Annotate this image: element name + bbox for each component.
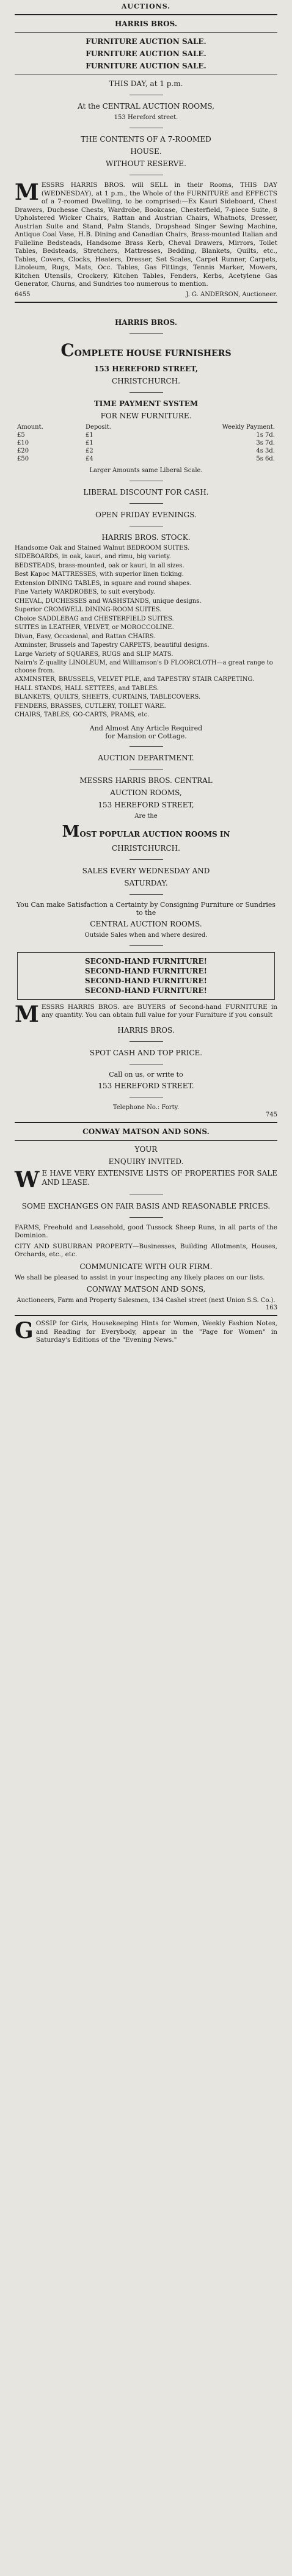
list-item: CHAIRS, TABLES, GO-CARTS, PRAMS, etc. — [15, 711, 150, 718]
divider — [130, 859, 163, 860]
enquiry-line: ENQUIRY INVITED. — [108, 1157, 184, 1166]
list-item: BLANKETS, QUILTS, SHEETS, CURTAINS, TABLECOVERS. — [15, 694, 201, 700]
dept-headline-text: OST POPULAR AUCTION ROOMS IN — [79, 829, 230, 839]
list-item: Axminster, Brussels and Tapestry CARPETS, beautiful designs. — [15, 642, 210, 649]
cell: £4 — [86, 455, 93, 462]
list-item: Nairn's Z-quality LINOLEUM, and Williamson's D FLOORCLOTH—a great range to choose from. — [15, 660, 273, 674]
list-item: Superior CROMWELL DINING-ROOM SUITES. — [15, 606, 162, 613]
divider — [130, 333, 163, 334]
cell: £5 — [17, 431, 25, 438]
gossip-body: OSSIP for Girls, Housekeeping Hints for Women, Weekly Fashion Notes, and Reading for Everybody, appear in the "Page for Women" in Saturday's Editions of the "Evening News." — [35, 1320, 277, 1344]
drop-cap: M — [15, 180, 39, 205]
table-row — [15, 447, 277, 455]
section-header: AUCTIONS. — [121, 2, 171, 10]
second-hand-line: SECOND-HAND FURNITURE! — [85, 976, 207, 985]
telephone: Telephone No.: Forty. — [112, 1104, 180, 1111]
contents-line: HOUSE. — [130, 147, 162, 156]
auctioneer-title: Auctioneer. — [242, 291, 277, 298]
second-hand-line: SECOND-HAND FURNITURE! — [85, 986, 207, 995]
buyers-firm: HARRIS BROS. — [117, 1025, 175, 1035]
cell: £1 — [86, 439, 93, 446]
firm-address: Auctioneers, Farm and Property Salesmen, 134 Cashel street (next Union S.S. Co.). — [16, 1297, 276, 1304]
spacer — [15, 307, 277, 315]
listing-text — [15, 1166, 277, 1193]
venue-address: 153 Hereford street. — [114, 114, 178, 121]
divider — [15, 14, 277, 15]
listing-body: E HAVE VERY EXTENSIVE LISTS OF PROPERTIES FOR SALE AND LEASE. — [42, 1168, 277, 1187]
table-header — [15, 423, 277, 431]
divider — [130, 392, 163, 393]
dept-line: 153 HEREFORD STREET, — [98, 800, 194, 809]
communicate: COMMUNICATE WITH OUR FIRM. — [79, 1262, 213, 1271]
cell: £2 — [86, 447, 93, 454]
gossip-ad — [15, 1320, 277, 1345]
your-line: YOUR — [134, 1144, 158, 1154]
city: CHRISTCHURCH. — [112, 376, 180, 385]
list-item: Large Variety of SQUARES, RUGS and SLIP MATS. — [15, 650, 173, 658]
conway-matson-ad — [15, 1127, 277, 1312]
col-deposit: Deposit. — [86, 423, 111, 431]
list-item: SUITES in LEATHER, VELVET, or MOROCCOLINE. — [15, 624, 174, 631]
divider — [130, 945, 163, 946]
almost-line-2: for Mansion or Cottage. — [105, 732, 187, 740]
list-item: AXMINSTER, BRUSSELS, VELVET PILE, and TAPESTRY STAIR CARPETING. — [15, 676, 255, 683]
sale-line: FURNITURE AUCTION SALE. — [86, 49, 206, 58]
almost-line: And Almost Any Article Required — [89, 724, 203, 732]
table-row — [15, 455, 277, 463]
time-payment: TIME PAYMENT SYSTEM — [93, 399, 199, 408]
harris-furniture-sale-ad — [15, 19, 277, 298]
divider — [130, 746, 163, 747]
list-item: Fine Variety WARDROBES, to suit everybody. — [15, 589, 155, 595]
cash-discount: LIBERAL DISCOUNT FOR CASH. — [83, 487, 209, 497]
headline-text: OMPLETE HOUSE FURNISHERS — [74, 348, 232, 358]
spot-cash: SPOT CASH AND TOP PRICE. — [89, 1048, 203, 1057]
exchanges: SOME EXCHANGES ON FAIR BASIS AND REASONABLE PRICES. — [21, 1201, 271, 1210]
list-item: Best Kapoc MATTRESSES, with superior linen ticking. — [15, 571, 184, 578]
drop-cap: G — [15, 1318, 34, 1344]
sale-line: FURNITURE AUCTION SALE. — [86, 62, 206, 70]
outside-sales: Outside Sales when and where desired. — [84, 931, 208, 939]
cell: £20 — [17, 447, 29, 454]
call-line: Call on us, or write to — [109, 1070, 183, 1079]
sales-line: SALES EVERY WEDNESDAY AND — [82, 866, 210, 875]
auction-dept: AUCTION DEPARTMENT. — [98, 753, 194, 762]
divider — [130, 894, 163, 895]
ad-ref: 6455 — [15, 291, 31, 298]
venue: At the CENTRAL AUCTION ROOMS, — [78, 102, 214, 111]
table-row — [15, 439, 277, 447]
dept-headline — [15, 823, 277, 841]
farms: FARMS, Freehold and Leasehold, good Tussock Sheep Runs, in all parts of the Dominion. — [15, 1223, 277, 1239]
rates-table — [15, 423, 277, 463]
firm-name-2: CONWAY MATSON AND SONS, — [86, 1285, 206, 1293]
cell: 3s 7d. — [256, 439, 275, 446]
dept-line: Are the — [134, 812, 158, 820]
sale-line: FURNITURE AUCTION SALE. — [86, 37, 206, 46]
auction-column — [15, 0, 277, 1345]
firm-name: HARRIS BROS. — [114, 318, 178, 327]
ad-ref: 745 — [265, 1111, 277, 1118]
second-hand-line: SECOND-HAND FURNITURE! — [85, 966, 207, 975]
list-item: BEDSTEADS, brass-mounted, oak or kauri, in all sizes. — [15, 562, 184, 569]
dept-line: MESSRS HARRIS BROS. CENTRAL — [79, 776, 213, 785]
divider — [15, 32, 277, 33]
table-row — [15, 431, 277, 439]
firm-name: HARRIS BROS. — [114, 20, 178, 28]
central-rooms: CENTRAL AUCTION ROOMS. — [90, 919, 202, 928]
friday-evenings: OPEN FRIDAY EVENINGS. — [95, 510, 197, 519]
list-item: Divan, Easy, Occasional, and Rattan CHAIRS. — [15, 633, 156, 640]
divider — [130, 769, 163, 770]
divider — [130, 503, 163, 504]
cell: £1 — [86, 431, 93, 438]
signature-line — [15, 291, 277, 298]
dept-line: CHRISTCHURCH. — [112, 843, 180, 853]
dept-line: AUCTION ROOMS, — [110, 788, 182, 797]
divider — [130, 1041, 163, 1042]
firm-name: CONWAY MATSON AND SONS. — [82, 1127, 210, 1136]
headline — [15, 340, 277, 360]
drop-cap: M — [15, 1001, 39, 1027]
larger-amounts: Larger Amounts same Liberal Scale. — [89, 467, 203, 474]
auctioneer-name: J. G. ANDERSON, — [186, 291, 241, 298]
sale-body — [15, 181, 277, 289]
cell: £50 — [17, 455, 29, 462]
second-hand-box — [17, 952, 275, 1000]
list-item: Extension DINING TABLES, in square and round shapes. — [15, 580, 192, 587]
address: 153 HEREFORD STREET, — [93, 364, 198, 373]
list-item: FENDERS, BRASSES, CUTLERY, TOILET WARE. — [15, 702, 166, 710]
time-payment-sub: FOR NEW FURNITURE. — [100, 411, 192, 420]
assist: We shall be pleased to assist in your inspecting any likely places on our lists. — [15, 1273, 265, 1281]
sale-body-text: ESSRS HARRIS BROS. will SELL in their Rooms, THIS DAY (WEDNESDAY), at 1 p.m., the Whole of the FURNITURE and EFFECTS of a 7-roomed Dwelling, to be comprised:—Ex Kauri Sideboard, Chest Drawers, Duchesse Chests, Wardrobe, Bookcase, Chesterfield, 7-piece Suite, 8 Upholstered Wicker Chairs, Rattan and Austrian Chairs, Whatnots, Dresser, Austrian Suite and Stand, Palm Stands, Dropshead Singer Sewing Machine, Antique Coal Vase, H.B. Dining and Canadian Chairs, Brass-mounted Italian and Fulleline Bedsteads, Handsome Brass Kerb, Cheval Drawers, Mirrors, Toilet Tables, Bedsteads, Stretchers, Mattresses, Bedding, Blankets, Quilts, etc., Tables, Covers, Clocks, Heaters, Dresser, Set Scales, Carpet Runner, Carpets, Linoleum, Rugs, Mats, Occ. Tables, Gas Fittings, Tennis Marker, Mowers, Kitchen Utensils, Crockery, Kitchen Tables, Fenders, Kerbs, Acetylene Gas Generator, Churns, and Sundries too numerous to mention. — [15, 181, 277, 288]
list-item: Choice SADDLEBAG and CHESTERFIELD SUITES. — [15, 615, 174, 622]
buyers-body: ESSRS HARRIS BROS. are BUYERS of Second-hand FURNITURE in any quantity. You can obtain full value for your Furniture if you consult — [41, 1003, 277, 1019]
sales-line: SATURDAY. — [124, 878, 168, 887]
cell: £10 — [17, 439, 29, 446]
cell: 1s 7d. — [256, 431, 275, 438]
cell: 4s 3d. — [256, 447, 275, 454]
ad-ref: 163 — [265, 1304, 277, 1311]
call-address: 153 HEREFORD STREET. — [98, 1081, 194, 1090]
harris-furnishers-ad — [15, 307, 277, 1118]
satisfy-line: You Can make Satisfaction a Certainty by Consigning Furniture or Sundries to the — [16, 900, 276, 917]
second-hand-line: SECOND-HAND FURNITURE! — [85, 956, 207, 966]
col-amount: Amount. — [17, 423, 43, 431]
divider — [15, 1140, 277, 1141]
col-weekly: Weekly Payment. — [222, 423, 275, 431]
cell: 5s 6d. — [256, 455, 275, 462]
contents-line: THE CONTENTS OF A 7-ROOMED — [81, 135, 211, 144]
list-item: SIDEBOARDS, in oak, kauri, and rimu, big variety. — [15, 553, 171, 560]
list-item: Handsome Oak and Stained Walnut BEDROOM SUITES. — [15, 544, 190, 551]
divider — [15, 1122, 277, 1123]
divider — [15, 1315, 277, 1316]
list-item: HALL STANDS, HALL SETTEES, and TABLES. — [15, 685, 159, 692]
sale-date: THIS DAY, at 1 p.m. — [109, 79, 183, 88]
stock-title: HARRIS BROS. STOCK. — [101, 533, 191, 542]
divider — [15, 302, 277, 303]
buyers-text — [15, 1001, 277, 1027]
list-item: CHEVAL, DUCHESSES and WASHSTANDS, unique designs. — [15, 597, 202, 605]
auctioneer — [186, 291, 277, 298]
divider — [130, 1217, 163, 1218]
reserve-note: WITHOUT RESERVE. — [106, 159, 186, 168]
drop-cap: M — [62, 822, 80, 841]
drop-cap: W — [15, 1166, 40, 1193]
city-property: CITY AND SUBURBAN PROPERTY—Businesses, Building Allotments, Houses, Orchards, etc., etc. — [15, 1242, 277, 1258]
stock-list — [15, 545, 277, 719]
drop-cap: C — [60, 340, 75, 360]
